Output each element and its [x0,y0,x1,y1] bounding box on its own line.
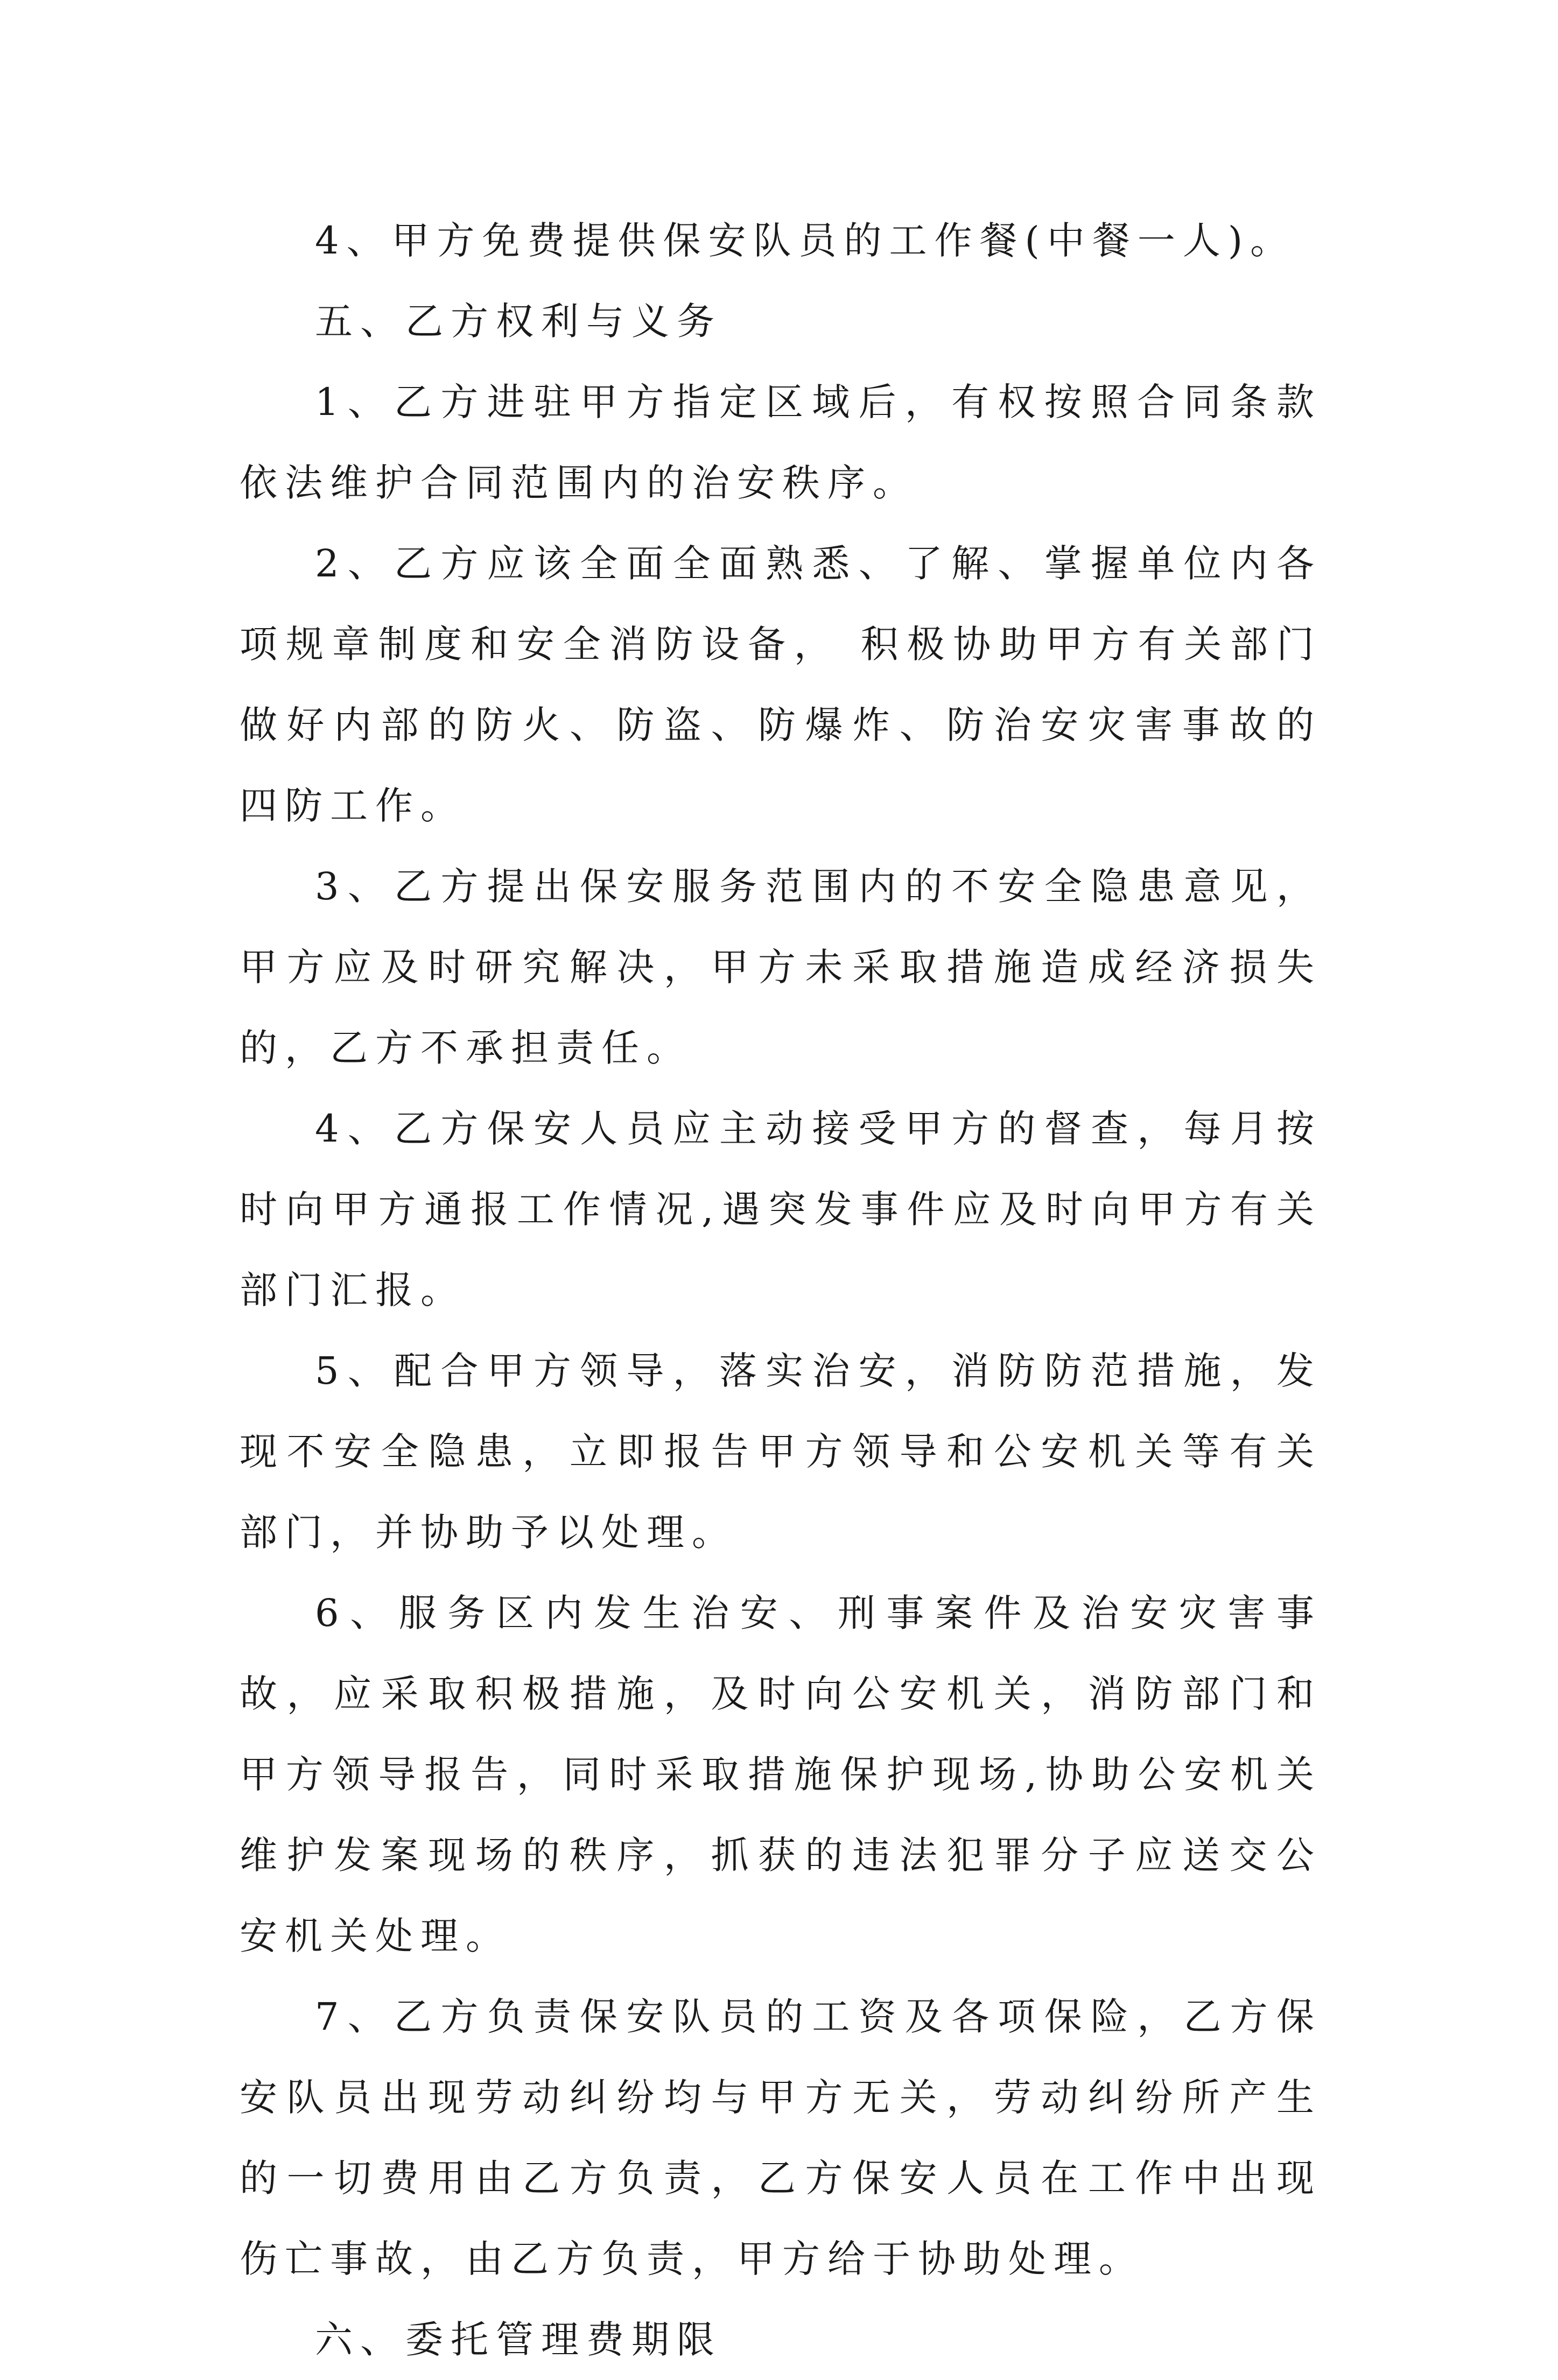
paragraph-item-5: 5、配合甲方领导，落实治安，消防防范措施，发现不安全隐患，立即报告甲方领导和公安机关等有关部门，并协助予以处理。 [240,1349,1322,1554]
section-heading-rights-obligations: 五、乙方权利与义务 [315,299,722,343]
paragraph-item-7: 7、乙方负责保安队员的工资及各项保险，乙方保安队员出现劳动纠纷均与甲方无关，劳动纠纷所产生的一切费用由乙方负责，乙方保安人员在工作中出现伤亡事故，由乙方负责，甲方给于协助处理。 [240,1995,1322,2281]
paragraph-item-3: 3、乙方提出保安服务范围内的不安全隐患意见，甲方应及时研究解决，甲方未采取措施造成经济损失的，乙方不承担责任。 [240,864,1322,1070]
paragraph-item-2: 2、乙方应该全面全面熟悉、了解、掌握单位内各项规章制度和安全消防设备， 积极协助甲方有关部门做好内部的防火、防盗、防爆炸、防治安灾害事故的四防工作。 [240,541,1322,828]
paragraph-item-1: 1、乙方进驻甲方指定区域后，有权按照合同条款依法维护合同范围内的治安秩序。 [240,380,1322,505]
paragraph-item-6: 6、服务区内发生治安、刑事案件及治安灾害事故，应采取积极措施，及时向公安机关，消防部门和甲方领导报告，同时采取措施保护现场,协助公安机关维护发案现场的秩序，抓获的违法犯罪分子应送交公安机关处理。 [240,1591,1322,1958]
section-heading-fee-period: 六、委托管理费期限 [315,2318,722,2362]
paragraph-item-4-meals: 4、甲方免费提供保安队员的工作餐(中餐一人)。 [315,219,1296,263]
document-body [240,200,1322,2380]
paragraph-item-4: 4、乙方保安人员应主动接受甲方的督查，每月按时向甲方通报工作情况,遇突发事件应及时向甲方有关部门汇报。 [240,1107,1322,1312]
